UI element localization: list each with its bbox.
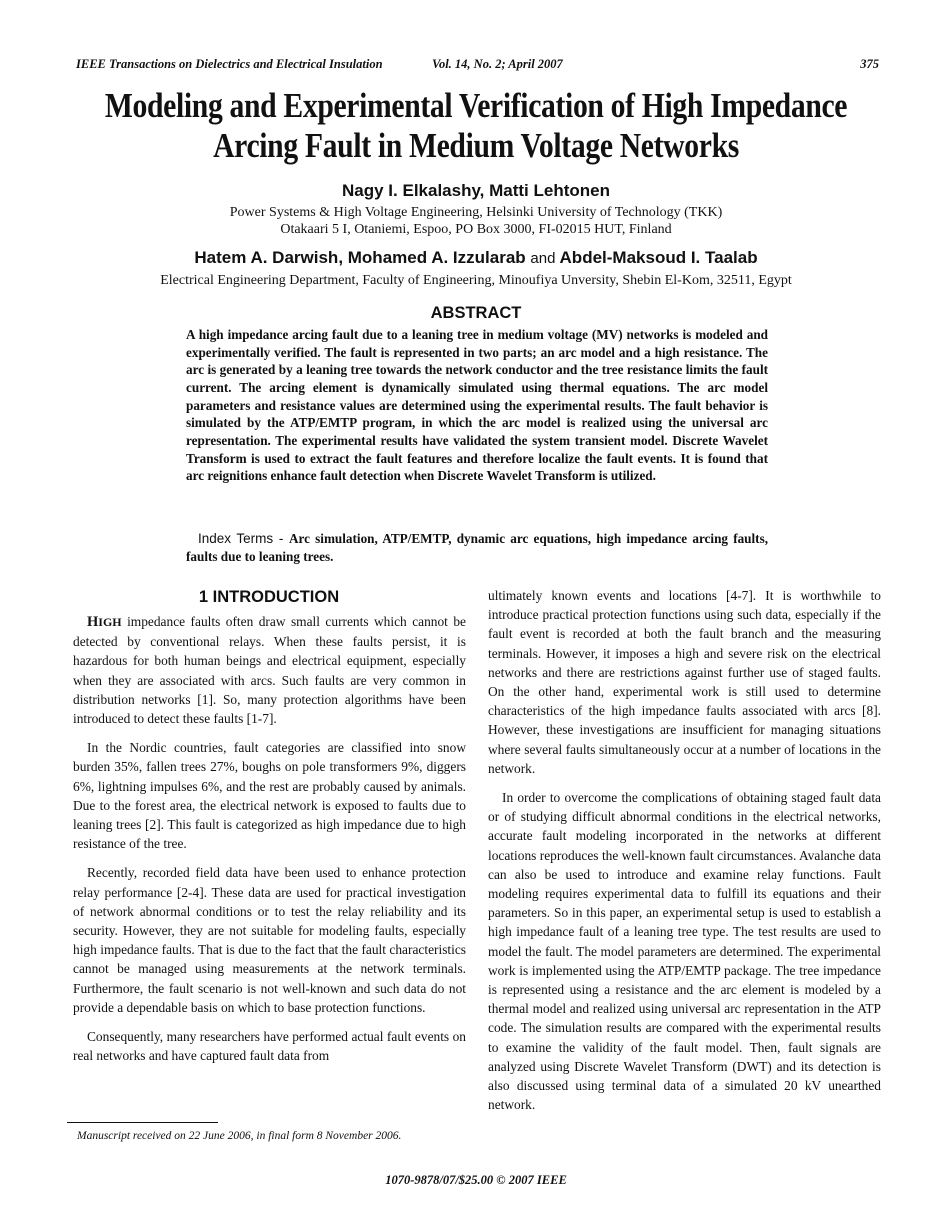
footnote: Manuscript received on 22 June 2006, in final form 8 November 2006. [77,1130,402,1142]
intro-paragraph-3: Recently, recorded field data have been used to enhance protection relay performance [2-4]. These data are used for practical investigation of network abnormal conditions or to test the relay reliability and its security. However, they are not suitable for modeling faults, especially high impedance faults. That is due to the fact that the fault characteristics cannot be managed using measurements at the network terminals. Furthermore, the fault scenario is not well-known and such data do not provide a dependable basis on which to base protection functions. [73,865,466,1015]
copyright-footer: 1070-9878/07/$25.00 © 2007 IEEE [385,1173,567,1187]
index-terms-list: Arc simulation, ATP/EMTP, dynamic arc equations, high impedance arcing faults, faults due to leaning trees. [186,531,768,564]
left-column [73,612,466,1075]
author-group-2-part-1: Hatem A. Darwish, Mohamed A. Izzularab [194,248,526,267]
section-heading-introduction: 1 INTRODUCTION [198,588,340,606]
footnote-rule [67,1122,218,1123]
intro-paragraph-2: In the Nordic countries, fault categories are classified into snow burden 35%, fallen trees 27%, boughs on pole transformers 9%, diggers 6%, lightning impulses 6%, and the rest are probably caused by animals. Due to the forest area, the electrical network is exposed to faults due to leaning trees [2]. This fault is categorized as high impedance due to high resistance of the tree. [73,740,466,852]
page-number: 375 [860,57,879,71]
author-group-1: Nagy I. Elkalashy, Matti Lehtonen [342,181,610,200]
affiliation-1 [0,204,952,238]
abstract-body: A high impedance arcing fault due to a leaning tree in medium voltage (MV) networks is modeled and experimentally verified. The fault is represented in two parts; an arc model and a high resistance. The arc is generated by a leaning tree towards the network conductor and the tree resistance limits the fault current. The arcing element is dynamically simulated using thermal equations. The arc model parameters and resistance values are determined using the experimental results. The fault behavior is simulated by the ATP/EMTP program, in which the arc model is realized using the universal arc representation. The experimental results have validated the system transient model. Discrete Wavelet Transform is used to extract the fault features and therefore localize the fault events. It is found that arc reignitions enhance fault detection when Discrete Wavelet Transform is utilized. [186,327,768,484]
journal-volume: Vol. 14, No. 2; April 2007 [432,57,563,71]
author-group-2 [0,248,952,268]
affiliation-1-line-1: Power Systems & High Voltage Engineering, Helsinki University of Technology (TKK) [229,205,723,220]
right-column [488,586,881,1124]
intro-paragraph-4: Consequently, many researchers have performed actual fault events on real networks and have captured fault data from [73,1029,466,1064]
journal-name: IEEE Transactions on Dielectrics and Electrical Insulation [76,57,383,71]
intro-paragraph-1 [73,612,466,728]
intro-paragraph-1-text: impedance faults often draw small currents which cannot be detected by conventional relays. When these faults persist, it is hazardous for both human beings and electrical equipment, especially when they are associated with arcs. Such faults are very common in distribution networks [1]. So, many protection algorithms have been introduced to detect these faults [1-7]. [73,614,466,727]
affiliation-1-line-2: Otakaari 5 I, Otaniemi, Espoo, PO Box 3000, FI-02015 HUT, Finland [280,222,672,237]
title-line-1: Modeling and Experimental Verification of High Impedance [104,87,848,125]
title-line-2: Arcing Fault in Medium Voltage Networks [213,127,739,165]
author-and: and [530,250,556,267]
drop-cap: H [87,614,99,630]
intro-paragraph-4-continued: ultimately known events and locations [4-7]. It is worthwhile to introduce practical protection functions using such data, especially if the fault event is recorded at both the fault branch and the measuring terminals. However, it imposes a high and severe risk on the electrical networks and there are restrictions against further use of staged faults. On the other hand, experimental work is still used to determine characteristics of the high impedance faults associated with arcs [8]. However, these investigations are insufficient for managing situations where several faults simultaneously occur at a number of locations in the network. [488,588,881,776]
paper-title [101,86,851,166]
intro-paragraph-5: In order to overcome the complications of obtaining staged fault data or of studying difficult abnormal conditions in the electrical networks, accurate fault modeling incorporated in the networks at different locations reproduces the well-known fault circumstances. Avalanche data can also be used to introduce and examine relay functions. Fault modeling requires experimental data to fulfill its equations and their parameters. So in this paper, an experimental setup is used to establish a high impedance fault of a leaning tree type. The test results are used to model the fault. The model parameters are determined. The experimental work is implemented using the ATP/EMTP package. The tree impedance is represented using a resistance and the arc element is modeled by a thermal model and realized using universal arc representation in the ATP code. The simulation results are compared with the experimental results to examine the validity of the fault model. Then, fault signals are analyzed using Discrete Wavelet Transform (DWT) and its detection is also discussed using terminal data of a simulated 20 kV unearthed network. [488,790,881,1113]
index-terms-label: Index Terms - [198,531,289,546]
affiliation-2: Electrical Engineering Department, Faculty of Engineering, Minoufiya Unversity, Shebin El-Kom, 32511, Egypt [160,273,792,288]
author-group-2-part-2: Abdel-Maksoud I. Taalab [559,248,758,267]
abstract-heading: ABSTRACT [430,304,522,322]
small-caps: IGH [98,615,122,629]
index-terms [186,530,768,565]
